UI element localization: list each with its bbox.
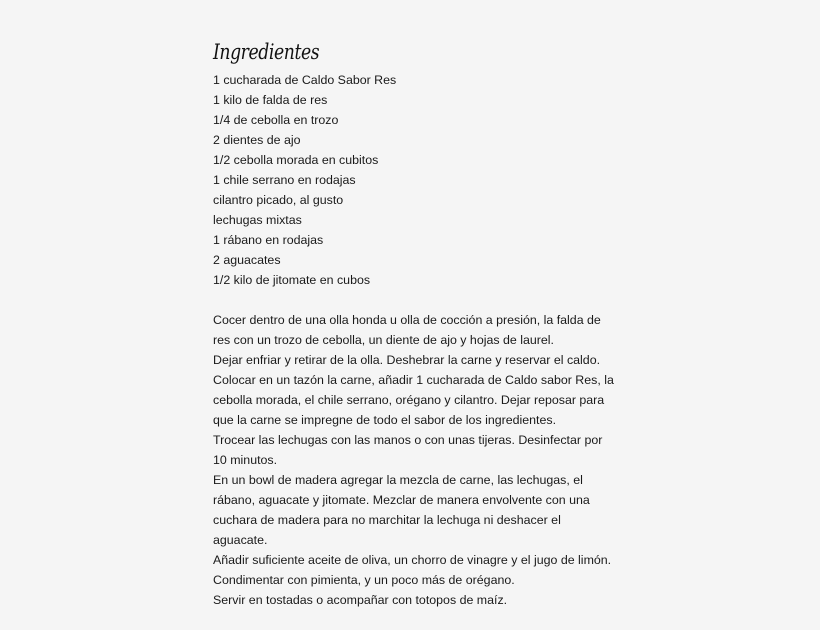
instruction-step: Cocer dentro de una olla honda u olla de cocción a presión, la falda de res con un trozo de cebolla, un diente de ajo y hojas de laurel.	[213, 313, 601, 347]
instruction-step: Condimentar con pimienta, y un poco más de orégano.	[213, 573, 515, 587]
ingredient-item: 1/2 kilo de jitomate en cubos	[213, 273, 371, 287]
instruction-step: Añadir suficiente aceite de oliva, un chorro de vinagre y el jugo de limón.	[213, 553, 612, 567]
instruction-step: En un bowl de madera agregar la mezcla de carne, las lechugas, el rábano, aguacate y jitomate. Mezclar de manera envolvente con una cuchara de madera para no marchitar la lechuga ni deshacer el aguacate.	[213, 473, 590, 547]
ingredient-item: lechugas mixtas	[213, 213, 302, 227]
ingredient-item: 1 chile serrano en rodajas	[213, 173, 356, 187]
ingredient-item: 2 dientes de ajo	[213, 133, 301, 147]
ingredient-item: 2 aguacates	[213, 253, 281, 267]
ingredients-list	[213, 70, 633, 290]
instruction-step: Dejar enfriar y retirar de la olla. Deshebrar la carne y reservar el caldo.	[213, 353, 601, 367]
instruction-step: Trocear las lechugas con las manos o con unas tijeras. Desinfectar por 10 minutos.	[213, 433, 603, 467]
instruction-step: Colocar en un tazón la carne, añadir 1 cucharada de Caldo sabor Res, la cebolla morada, el chile serrano, orégano y cilantro. Dejar reposar para que la carne se impregne de todo el sabor de los ingredientes.	[213, 373, 614, 427]
ingredient-item: 1 cucharada de Caldo Sabor Res	[213, 73, 397, 87]
ingredient-item: 1/4 de cebolla en trozo	[213, 113, 339, 127]
ingredient-item: 1 kilo de falda de res	[213, 93, 328, 107]
recipe-document	[213, 36, 633, 610]
ingredient-item: cilantro picado, al gusto	[213, 193, 344, 207]
ingredients-title: Ingredientes	[213, 40, 320, 64]
ingredient-item: 1 rábano en rodajas	[213, 233, 324, 247]
instruction-step: Servir en tostadas o acompañar con totopos de maíz.	[213, 593, 508, 607]
ingredient-item: 1/2 cebolla morada en cubitos	[213, 153, 379, 167]
instructions-section	[213, 310, 633, 610]
